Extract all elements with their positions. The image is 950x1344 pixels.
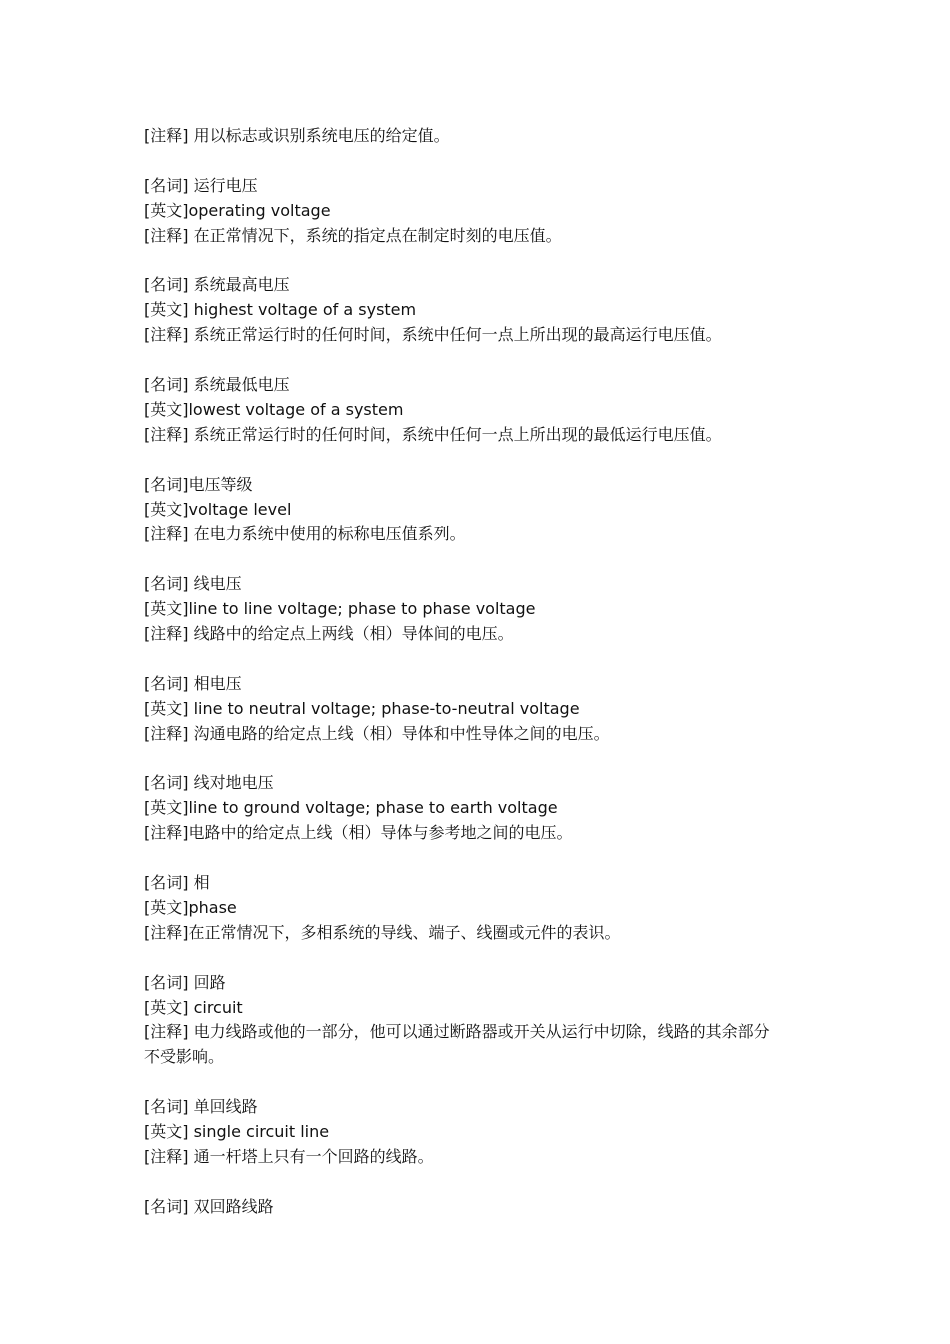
term-line: [名词] 双回路线路 bbox=[144, 1196, 274, 1216]
blank-line bbox=[144, 846, 824, 871]
english-line: [英文] highest voltage of a system bbox=[144, 300, 417, 320]
english-line: [英文] line to neutral voltage; phase-to-neutral voltage bbox=[144, 698, 580, 718]
blank-line bbox=[144, 1070, 824, 1095]
term-line: [名词] 系统最高电压 bbox=[144, 275, 290, 295]
note-line: [注释] 系统正常运行时的任何时间，系统中任何一点上所出现的最高运行电压值。 bbox=[144, 325, 722, 345]
blank-line bbox=[144, 448, 824, 473]
english-line: [英文] circuit bbox=[144, 997, 243, 1017]
note-line: [注释]在正常情况下，多相系统的导线、端子、线圈或元件的表识。 bbox=[144, 922, 621, 942]
term-line: [名词] 运行电压 bbox=[144, 175, 258, 195]
term-line: [名词]电压等级 bbox=[144, 474, 253, 494]
blank-line bbox=[144, 547, 824, 572]
note-line: [注释] 通一杆塔上只有一个回路的线路。 bbox=[144, 1147, 434, 1166]
term-line: [名词] 相电压 bbox=[144, 673, 242, 693]
note-line: [注释] 线路中的给定点上两线（相）导体间的电压。 bbox=[144, 624, 514, 644]
blank-line bbox=[144, 946, 824, 971]
english-line: [英文]lowest voltage of a system bbox=[144, 399, 404, 419]
note-line: [注释] 在电力系统中使用的标称电压值系列。 bbox=[144, 524, 466, 544]
term-line: [名词] 相 bbox=[144, 873, 210, 893]
text-line: [注释] 用以标志或识别系统电压的给定值。 bbox=[144, 126, 450, 145]
note-line: [注释] 电力线路或他的一部分，他可以通过断路器或开关从运行中切除，线路的其余部分 bbox=[144, 1022, 770, 1042]
blank-line bbox=[144, 1170, 824, 1195]
blank-line bbox=[144, 348, 824, 373]
term-line: [名词] 单回线路 bbox=[144, 1097, 258, 1117]
english-line: [英文] single circuit line bbox=[144, 1122, 330, 1142]
english-line: [英文]voltage level bbox=[144, 499, 292, 519]
term-line: [名词] 回路 bbox=[144, 972, 226, 992]
document-page bbox=[144, 124, 824, 1220]
english-line: [英文]phase bbox=[144, 897, 237, 917]
blank-line bbox=[144, 249, 824, 274]
english-line: [英文]line to ground voltage; phase to earth voltage bbox=[144, 798, 558, 818]
term-line: [名词] 线电压 bbox=[144, 574, 242, 594]
note-line: [注释] 沟通电路的给定点上线（相）导体和中性导体之间的电压。 bbox=[144, 723, 610, 743]
blank-line bbox=[144, 647, 824, 672]
term-line: [名词] 系统最低电压 bbox=[144, 375, 290, 395]
english-line: [英文]line to line voltage; phase to phase voltage bbox=[144, 599, 536, 619]
blank-line bbox=[144, 149, 824, 174]
note-line: [注释]电路中的给定点上线（相）导体与参考地之间的电压。 bbox=[144, 823, 573, 843]
note-line: [注释] 在正常情况下，系统的指定点在制定时刻的电压值。 bbox=[144, 225, 562, 245]
english-line: [英文]operating voltage bbox=[144, 200, 331, 220]
note-line-continued: 不受影响。 bbox=[144, 1047, 225, 1067]
term-line: [名词] 线对地电压 bbox=[144, 773, 274, 793]
note-line: [注释] 系统正常运行时的任何时间，系统中任何一点上所出现的最低运行电压值。 bbox=[144, 424, 722, 444]
blank-line bbox=[144, 747, 824, 772]
